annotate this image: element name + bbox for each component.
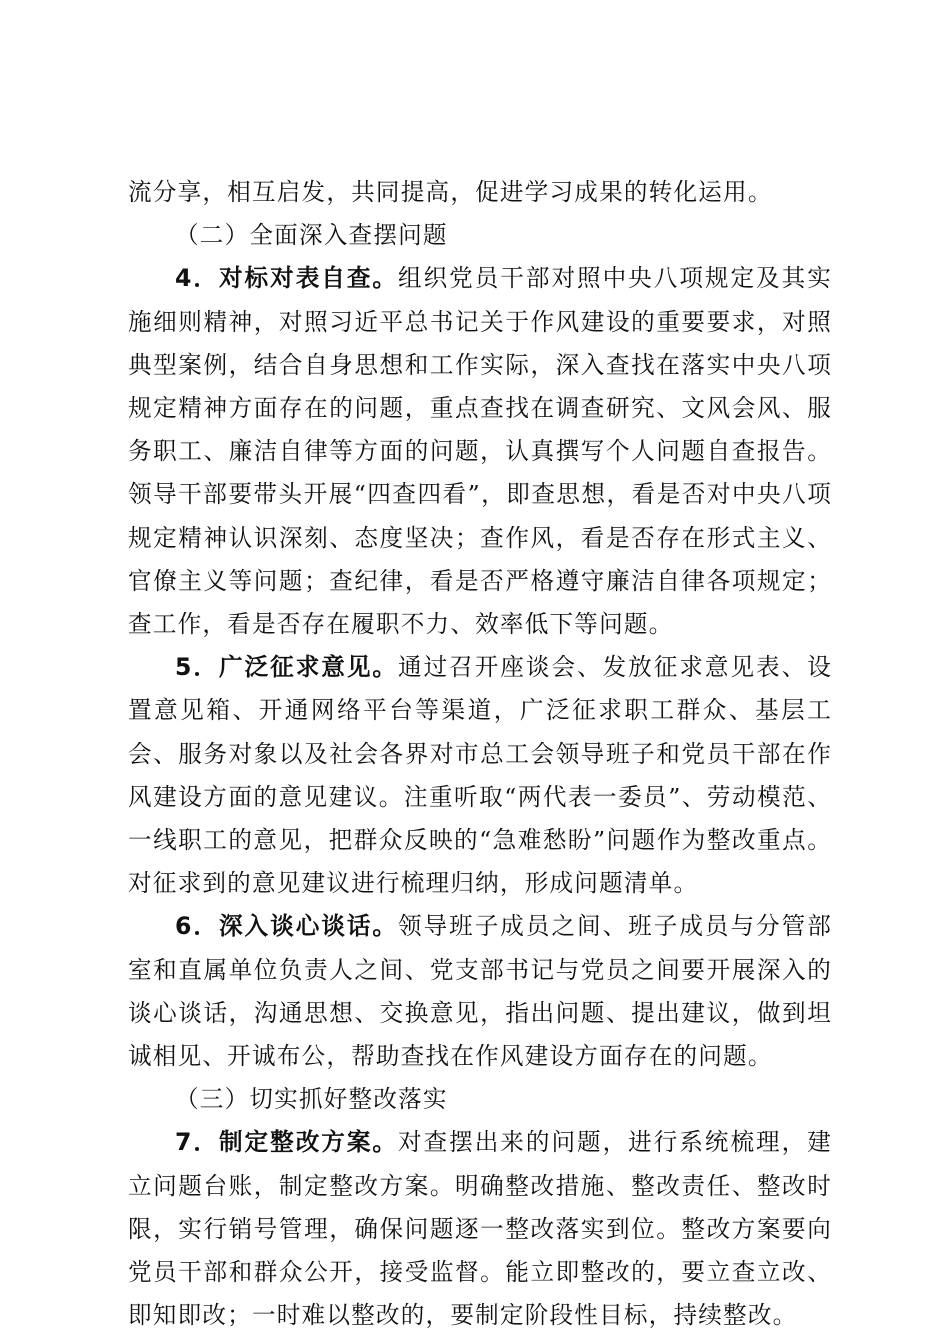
document-page (128, 171, 832, 1337)
item-6-lead: 6．深入谈心谈话。 (175, 912, 398, 941)
item-5-paragraph (128, 646, 832, 905)
carryover-paragraph: 流分享，相互启发，共同提高，促进学习成果的转化运用。 (128, 178, 773, 206)
item-4-body: 组织党员干部对照中央八项规定及其实施细则精神，对照习近平总书记关于作风建设的重要要求，对照典型案例，结合自身思想和工作实际，深入查找在落实中央八项规定精神方面存在的问题，重点查找在调查研究、文风会风、服务职工、廉洁自律等方面的问题，认真撰写个人问题自查报告。领导干部要带头开展“四查四看”，即查思想，看是否对中央八项规定精神认识深刻、态度坚决；查作风，看是否存在形式主义、官僚主义等问题；查纪律，看是否严格遵守廉洁自律各项规定；查工作，看是否存在履职不力、效率低下等问题。 (128, 264, 832, 639)
item-5-lead: 5．广泛征求意见。 (175, 653, 398, 682)
item-4-lead: 4．对标对表自查。 (175, 264, 398, 293)
item-5-body: 通过召开座谈会、发放征求意见表、设置意见箱、开通网络平台等渠道，广泛征求职工群众、基层工会、服务对象以及社会各界对市总工会领导班子和党员干部在作风建设方面的意见建议。注重听取“两代表一委员”、劳动模范、一线职工的意见，把群众反映的“急难愁盼”问题作为整改重点。对征求到的意见建议进行梳理归纳，形成问题清单。 (128, 653, 832, 898)
item-7-body: 对查摆出来的问题，进行系统梳理，建立问题台账，制定整改方案。明确整改措施、整改责任、整改时限，实行销号管理，确保问题逐一整改落实到位。整改方案要向党员干部和群众公开，接受监督。能立即整改的，要立查立改、即知即改；一时难以整改的，要制定阶段性目标，持续整改。 (128, 1128, 832, 1330)
item-6-body: 领导班子成员之间、班子成员与分管部室和直属单位负责人之间、党支部书记与党员之间要开展深入的谈心谈话，沟通思想、交换意见，指出问题、提出建议，做到坦诚相见、开诚布公，帮助查找在作风建设方面存在的问题。 (128, 912, 832, 1071)
item-7-paragraph (128, 1121, 832, 1337)
item-6-paragraph (128, 905, 832, 1078)
section-heading-2: （二）全面深入查摆问题 (175, 221, 448, 250)
item-7-lead: 7．制定整改方案。 (175, 1128, 398, 1157)
item-4-paragraph (128, 257, 832, 646)
section-heading-3: （三）切实抓好整改落实 (175, 1085, 448, 1114)
